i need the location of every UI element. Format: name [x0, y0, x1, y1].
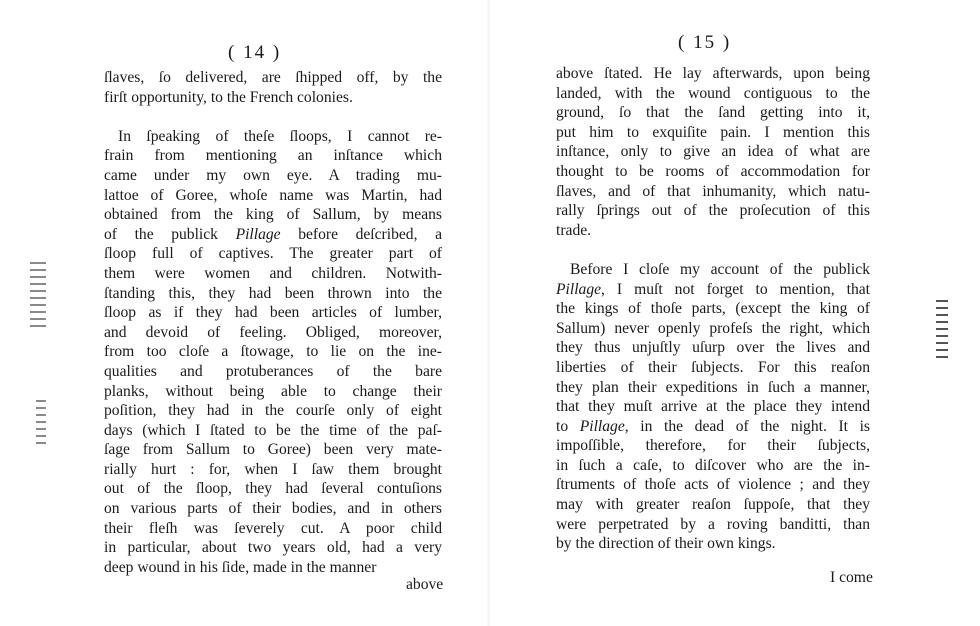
text-line: Before I cloſe my account of the publick — [570, 260, 870, 278]
text-line: out of the ſloop, they had ſeveral contuſions — [104, 480, 442, 498]
text-line: inſtance, only to give an idea of what are — [556, 143, 870, 161]
left-page-text — [104, 68, 442, 577]
text-line: ſlaves, ſo delivered, are ſhipped off, by the — [104, 69, 442, 86]
text-line: ſtanding this, they had been thrown into the — [104, 284, 442, 302]
text-line: to Pillage, in the dead of the night. It is — [556, 417, 871, 435]
right-catchword: I come — [830, 569, 873, 586]
text-line: may with greater reaſon ſuppoſe, that they — [556, 496, 870, 514]
right-page — [490, 0, 980, 626]
text-line: firſt opportunity, to the French colonies. — [104, 88, 353, 106]
bleed-through-marks-left — [30, 262, 46, 332]
text-line: from too cloſe a ſtowage, to lie on the ine- — [104, 343, 442, 361]
text-line: ſlaves, and of that inhumanity, which natu- — [556, 182, 870, 200]
page-number-right: ( 15 ) — [678, 32, 732, 53]
text-line: rally ſprings out of the proſecution of this — [556, 202, 870, 220]
text-line: ſtruments of thoſe acts of violence ; and they — [556, 476, 870, 494]
text-line: deep wound in his ſide, made in the manner — [104, 558, 377, 576]
text-line: frain from mentioning an inſtance which — [104, 147, 442, 165]
text-line: liberties of their ſubjects. For this reaſon — [556, 358, 870, 376]
text-line: came under my own eye. A trading mu- — [104, 166, 442, 184]
bleed-through-marks-left-lower — [36, 400, 46, 444]
text-line: by the direction of their own kings. — [556, 535, 776, 553]
text-line: thought to be rooms of accommodation for — [556, 162, 870, 180]
bleed-through-marks-right — [936, 300, 948, 360]
text-line: impoſſible, therefore, for their ſubjects, — [556, 437, 870, 455]
text-line: they thus unjuſtly uſurp over the lives and — [556, 339, 870, 357]
text-line: poſition, they had in the courſe only of eight — [104, 402, 442, 420]
text-line: ſloop full of captives. The greater part of — [104, 245, 442, 263]
text-line: were perpetrated by a roving banditti, than — [556, 515, 870, 533]
text-line: in ſuch a caſe, to diſcover who are the in- — [556, 456, 870, 474]
text-line: landed, with the wound contiguous to the — [556, 84, 870, 102]
text-line: them were women and children. Notwith- — [104, 264, 442, 282]
text-line: obtained from the king of Sallum, by means — [104, 206, 442, 224]
text-line: qualities and protuberances of the bare — [104, 362, 442, 380]
text-line: the kings of thoſe parts, (except the king of — [556, 300, 870, 318]
text-line: of the publick Pillage before deſcribed, a — [104, 225, 442, 243]
text-line: they plan their expeditions in ſuch a manner, — [556, 378, 870, 396]
text-line: put him to exquiſite pain. I mention this — [556, 123, 870, 141]
text-line: their fleſh was ſeverely cut. A poor child — [104, 519, 442, 537]
text-line: ſage from Sallum to Goree) been very mate- — [104, 441, 442, 459]
left-catchword: above — [406, 576, 444, 593]
text-line: above ſtated. He lay afterwards, upon being — [556, 65, 870, 82]
paragraph-break — [556, 240, 870, 260]
text-line: on various parts of their bodies, and in others — [104, 500, 442, 518]
text-line: rially hurt : for, when I ſaw them brought — [104, 460, 442, 478]
text-line: ſloop as if they had been articles of lumber, — [104, 304, 442, 322]
paragraph-break — [104, 107, 442, 127]
text-line: Sallum) never openly profeſs the right, which — [556, 319, 870, 337]
text-line: planks, without being able to change their — [104, 382, 442, 400]
right-page-text — [556, 64, 870, 554]
text-line: and devoid of feeling. Obliged, moreover, — [104, 323, 442, 341]
text-line: days (which I ſtated to be the time of the paſ- — [104, 421, 442, 439]
page-number-left: ( 14 ) — [228, 42, 282, 63]
text-line: that they muſt arrive at the place they intend — [556, 398, 870, 416]
text-line: trade. — [556, 221, 592, 239]
text-line: In ſpeaking of theſe ſloops, I cannot re- — [118, 127, 442, 145]
text-line: lattoe of Goree, whoſe name was Martin, had — [104, 186, 442, 204]
text-line: ground, ſo that the ſand getting into it, — [556, 104, 870, 122]
text-line: Pillage, I muſt not forget to mention, that — [556, 280, 870, 298]
text-line: in particular, about two years old, had a very — [104, 539, 442, 557]
